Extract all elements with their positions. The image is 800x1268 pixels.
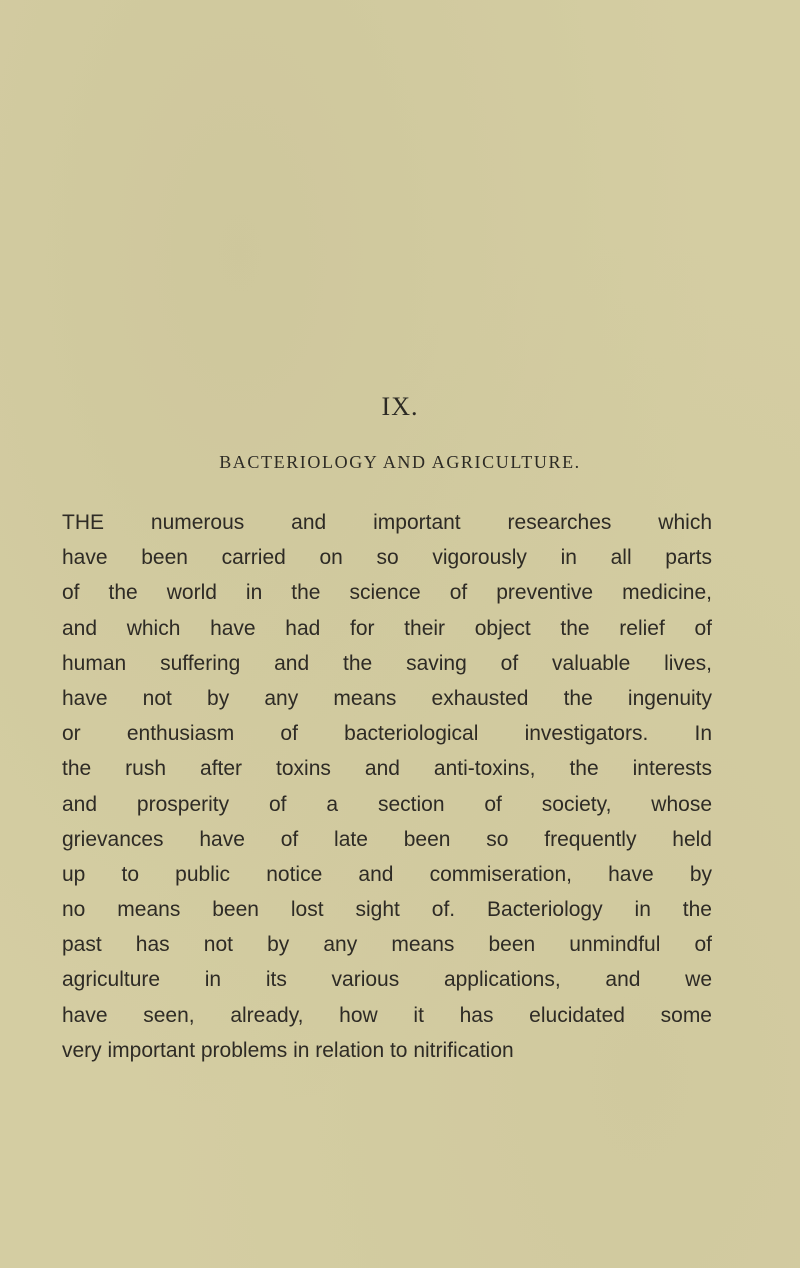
text-line: up to public notice and commiseration, have by — [62, 862, 712, 886]
text-line: no means been lost sight of. Bacteriology in the — [62, 898, 712, 922]
text-line: of the world in the science of preventive medicine, — [62, 581, 712, 605]
text-line: agriculture in its various applications, and we — [62, 968, 712, 992]
chapter-number: IX. — [381, 392, 419, 421]
body-paragraph — [62, 505, 712, 1068]
text-line: have been carried on so vigorously in all parts — [62, 546, 712, 570]
text-line: THE numerous and important researches which — [62, 511, 712, 534]
text-line: have not by any means exhausted the ingenuity — [62, 686, 712, 710]
text-line: very important problems in relation to nitrification — [62, 1038, 514, 1062]
chapter-title: BACTERIOLOGY AND AGRICULTURE. — [219, 452, 581, 472]
text-line: and prosperity of a section of society, whose — [62, 792, 712, 816]
text-line: or enthusiasm of bacteriological investigators. In — [62, 722, 712, 746]
text-line: and which have had for their object the relief of — [62, 616, 712, 640]
text-line: the rush after toxins and anti-toxins, the interests — [62, 757, 712, 781]
text-line: past has not by any means been unmindful of — [62, 933, 712, 957]
text-line: grievances have of late been so frequently held — [62, 827, 712, 851]
text-line: have seen, already, how it has elucidated some — [62, 1003, 712, 1027]
text-line: human suffering and the saving of valuable lives, — [62, 651, 712, 675]
